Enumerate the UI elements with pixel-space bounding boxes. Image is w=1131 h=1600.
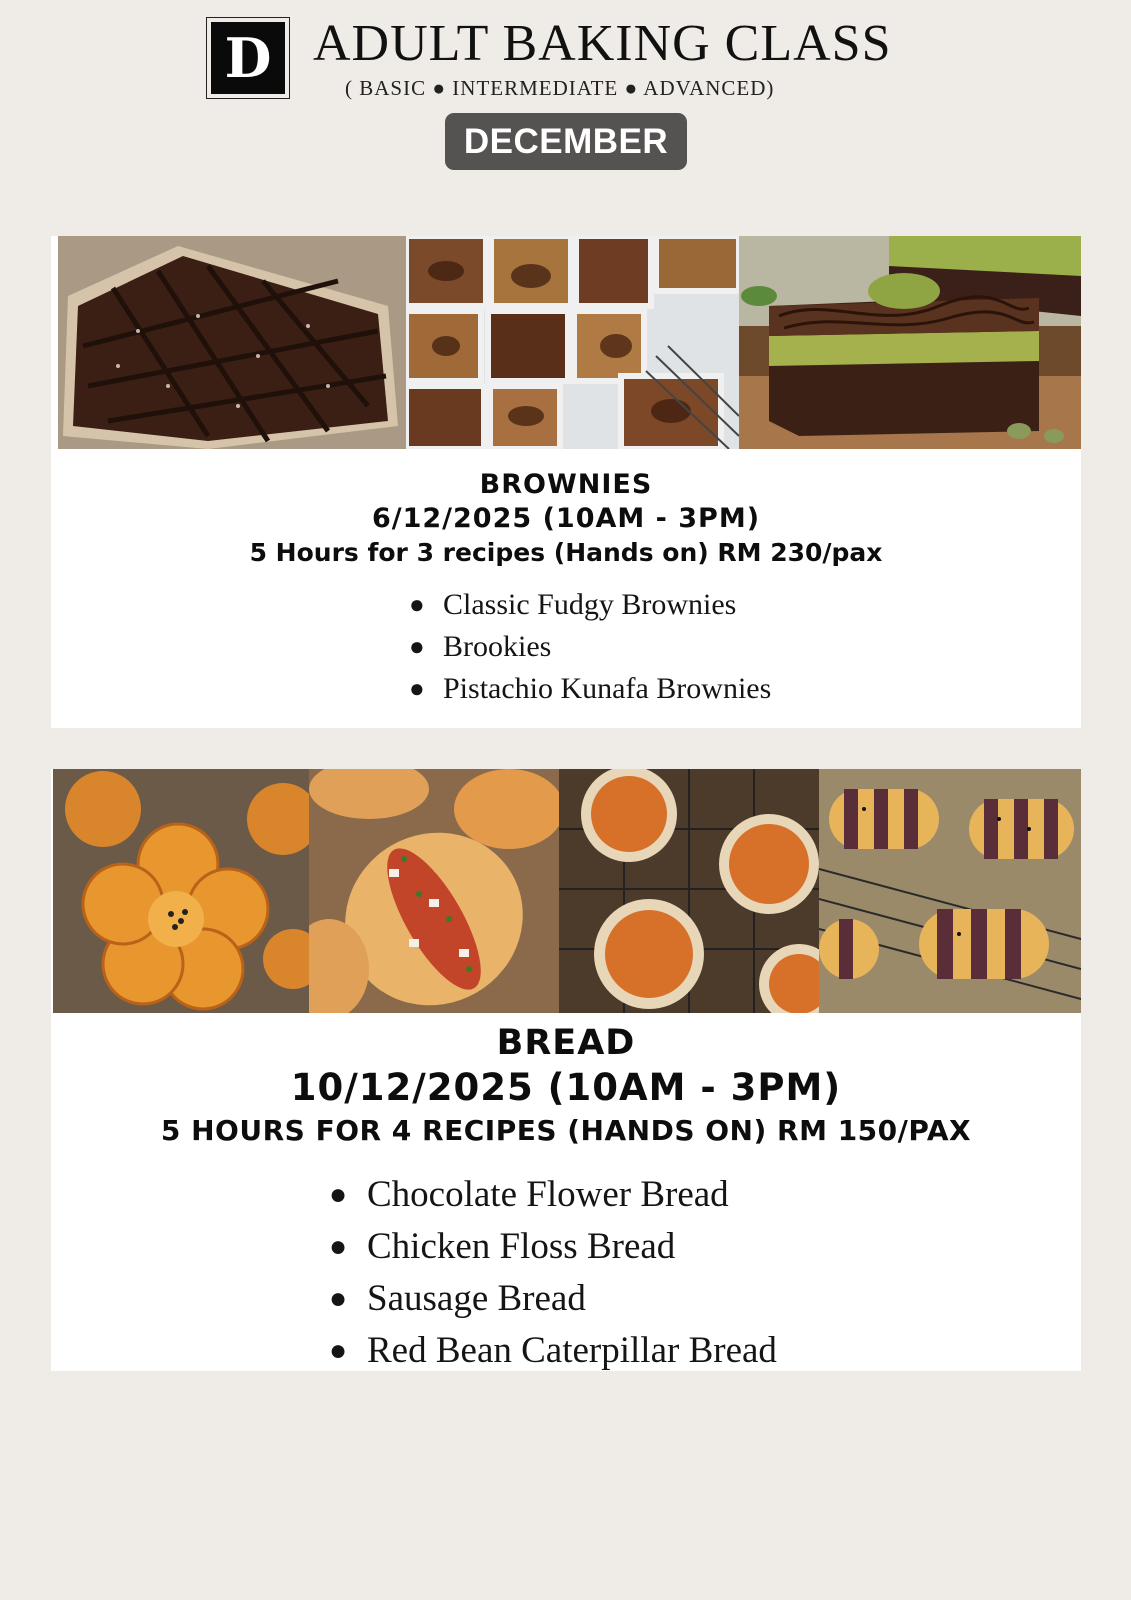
classic-fudgy-brownies-photo bbox=[58, 236, 406, 449]
recipe-label: Pistachio Kunafa Brownies bbox=[443, 672, 772, 705]
brownies-class-info bbox=[51, 468, 1081, 570]
month-badge: DECEMBER bbox=[445, 113, 687, 170]
bread-recipe-list bbox=[329, 1169, 777, 1377]
recipe-label: Classic Fudgy Brownies bbox=[443, 588, 737, 621]
logo-letter: D bbox=[211, 22, 285, 94]
class-date: 10/12/2025 (10AM - 3PM) bbox=[290, 1066, 842, 1109]
bread-photo-strip bbox=[53, 769, 1081, 1013]
class-details: 5 HOURS FOR 4 RECIPES (HANDS ON) RM 150/PAX bbox=[160, 1114, 972, 1147]
bullet-icon: ● bbox=[409, 632, 425, 661]
recipe-item bbox=[409, 626, 771, 668]
bullet-icon: ● bbox=[329, 1282, 348, 1315]
sausage-bread-photo bbox=[309, 769, 559, 1013]
recipe-label: Chocolate Flower Bread bbox=[367, 1174, 729, 1215]
bullet-icon: ● bbox=[329, 1334, 348, 1367]
class-name: BROWNIES bbox=[479, 469, 653, 500]
brookies-photo bbox=[406, 236, 739, 449]
bread-class-info bbox=[51, 1021, 1081, 1151]
pistachio-brownie-photo bbox=[739, 236, 1081, 449]
flower-bread-photo bbox=[53, 769, 309, 1013]
chicken-floss-bread-photo bbox=[559, 769, 819, 1013]
recipe-item bbox=[329, 1273, 777, 1325]
bullet-icon: ● bbox=[409, 590, 425, 619]
class-date: 6/12/2025 (10AM - 3PM) bbox=[371, 503, 761, 534]
brownies-recipe-list bbox=[409, 584, 771, 710]
recipe-label: Sausage Bread bbox=[367, 1278, 586, 1319]
class-details: 5 Hours for 3 recipes (Hands on) RM 230/pax bbox=[249, 538, 883, 567]
recipe-item bbox=[409, 668, 771, 710]
recipe-item bbox=[329, 1221, 777, 1273]
poster-title: ADULT BAKING CLASS bbox=[313, 15, 892, 72]
bread-class-card bbox=[51, 769, 1081, 1371]
recipe-item bbox=[329, 1169, 777, 1221]
poster-subtitle: ( BASIC ● INTERMEDIATE ● ADVANCED) bbox=[345, 76, 775, 100]
bullet-icon: ● bbox=[329, 1178, 348, 1211]
recipe-label: Red Bean Caterpillar Bread bbox=[367, 1330, 777, 1371]
recipe-label: Chicken Floss Bread bbox=[367, 1226, 676, 1267]
bullet-icon: ● bbox=[409, 674, 425, 703]
caterpillar-bread-photo bbox=[819, 769, 1081, 1013]
recipe-label: Brookies bbox=[443, 630, 552, 663]
recipe-item bbox=[409, 584, 771, 626]
brand-logo bbox=[206, 17, 290, 99]
class-name: BREAD bbox=[496, 1023, 636, 1063]
bullet-icon: ● bbox=[329, 1230, 348, 1263]
brownies-class-card bbox=[51, 236, 1081, 728]
recipe-item bbox=[329, 1325, 777, 1377]
brownies-photo-strip bbox=[58, 236, 1081, 449]
poster-header bbox=[0, 0, 1131, 200]
